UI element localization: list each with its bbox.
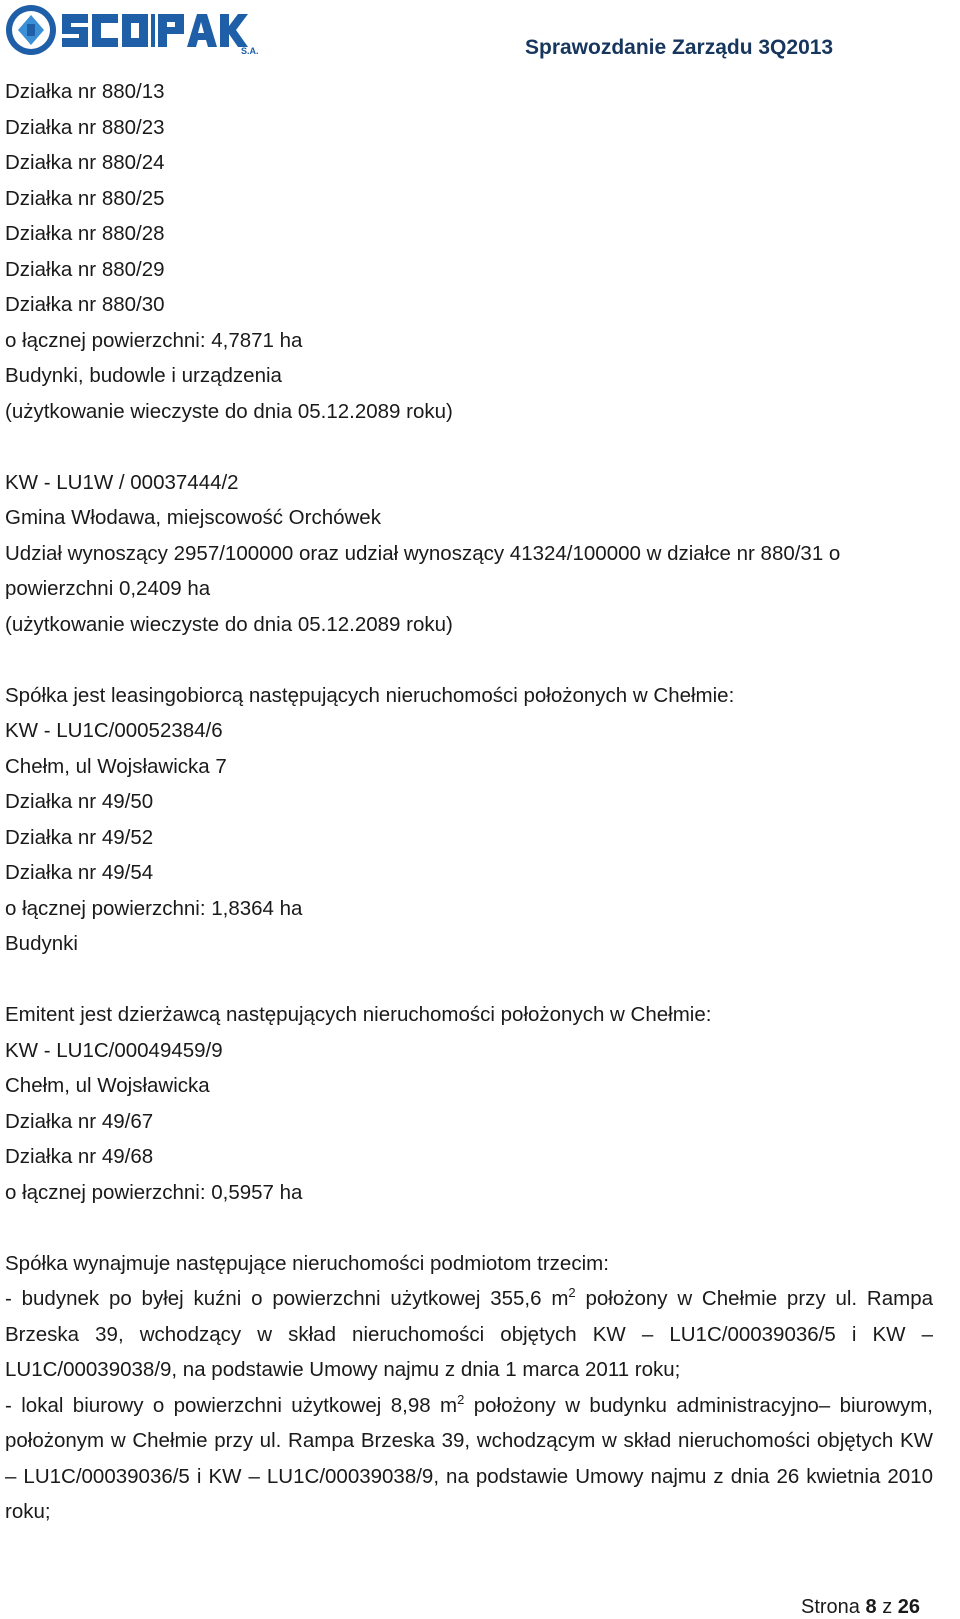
spacer [5, 1210, 933, 1246]
text-line: Działka nr 880/25 [5, 186, 165, 210]
text-line: o łącznej powierzchni: 4,7871 ha [5, 328, 303, 352]
rental-item-2-text-cont: położony w budynku administracyjno– biurowym, położonym w Chełmie przy ul. Rampa Brzeska 39, wchodzącym w skład nieruchomości objętych KW – LU1C/00039036/5 i KW – LU1C/00039038/9, na podstawie Umowy najmu z dnia 26 kwietnia 2010 roku; [5, 1393, 933, 1523]
spacer [5, 642, 933, 678]
text-line: Spółka jest leasingobiorcą następujących nieruchomości położonych w Chełmie: [5, 683, 735, 707]
text-line: Działka nr 880/23 [5, 115, 165, 139]
text-line: Działka nr 880/13 [5, 80, 165, 103]
text-line: Działka nr 49/68 [5, 1145, 154, 1168]
document-body [5, 74, 933, 1530]
text-line: Budynki [5, 932, 78, 955]
superscript: 2 [568, 1285, 576, 1301]
lease-block [5, 997, 933, 1210]
rentals-block [5, 1246, 933, 1530]
orchowek-block [5, 465, 933, 643]
text-line: Budynki, budowle i urządzenia [5, 364, 282, 387]
page-header [0, 0, 960, 80]
text-line: KW - LU1C/00052384/6 [5, 719, 223, 742]
text-line: (użytkowanie wieczyste do dnia 05.12.2089 roku) [5, 612, 453, 636]
company-logo [4, 2, 259, 58]
text-line: Działka nr 49/52 [5, 825, 154, 849]
text-line: powierzchni 0,2409 ha [5, 577, 211, 600]
text-line: Chełm, ul Wojsławicka 7 [5, 754, 227, 778]
text-line: Działka nr 49/54 [5, 861, 154, 884]
leasing-block [5, 678, 933, 962]
rental-item-2-text: - lokal biurowy o powierzchni użytkowej 8,98 m [5, 1393, 458, 1417]
text-line: KW - LU1W / 00037444/2 [5, 470, 239, 494]
text-line: Chełm, ul Wojsławicka [5, 1074, 210, 1097]
superscript: 2 [457, 1391, 465, 1407]
text-line: Działka nr 880/28 [5, 222, 165, 245]
page-total: 26 [897, 1596, 920, 1618]
text-line: o łącznej powierzchni: 1,8364 ha [5, 896, 303, 920]
spacer [5, 429, 933, 465]
text-line: Gmina Włodawa, miejscowość Orchówek [5, 506, 381, 529]
text-line: Działka nr 49/50 [5, 790, 154, 813]
text-line: Udział wynoszący 2957/100000 oraz udział wynoszący 41324/100000 w działce nr 880/31 o [5, 541, 841, 565]
rental-item-2 [5, 1388, 933, 1530]
plots-list-block [5, 74, 933, 429]
text-line: Emitent jest dzierżawcą następujących nieruchomości położonych w Chełmie: [5, 1003, 712, 1026]
rental-item-1-text: - budynek po byłej kuźni o powierzchni użytkowej 355,6 m [5, 1287, 569, 1310]
rental-item-1-text-cont: położony w Chełmie przy ul. Rampa Brzeska 39, wchodzący w skład nieruchomości objętych KW – LU1C/00039036/5 i KW – LU1C/00039038/9, na podstawie Umowy najmu z dnia 1 marca 2011 roku; [5, 1287, 933, 1381]
page-separator: z [882, 1596, 893, 1618]
text-line: (użytkowanie wieczyste do dnia 05.12.2089 roku) [5, 399, 453, 423]
spacer [5, 962, 933, 998]
page-label: Strona [801, 1596, 860, 1618]
rentals-intro: Spółka wynajmuje następujące nieruchomości podmiotom trzecim: [5, 1251, 609, 1275]
text-line: Działka nr 880/24 [5, 151, 165, 174]
rental-item-1 [5, 1281, 933, 1388]
text-line: Działka nr 880/29 [5, 257, 165, 281]
page-footer [0, 1580, 960, 1617]
text-line: o łącznej powierzchni: 0,5957 ha [5, 1180, 303, 1204]
text-line: KW - LU1C/00049459/9 [5, 1038, 223, 1062]
logo-suffix: S.A. [241, 46, 259, 56]
page-number [801, 1596, 920, 1619]
page-current: 8 [865, 1596, 877, 1618]
text-line: Działka nr 49/67 [5, 1109, 154, 1133]
report-title: Sprawozdanie Zarządu 3Q2013 [525, 36, 834, 59]
text-line: Działka nr 880/30 [5, 293, 165, 316]
